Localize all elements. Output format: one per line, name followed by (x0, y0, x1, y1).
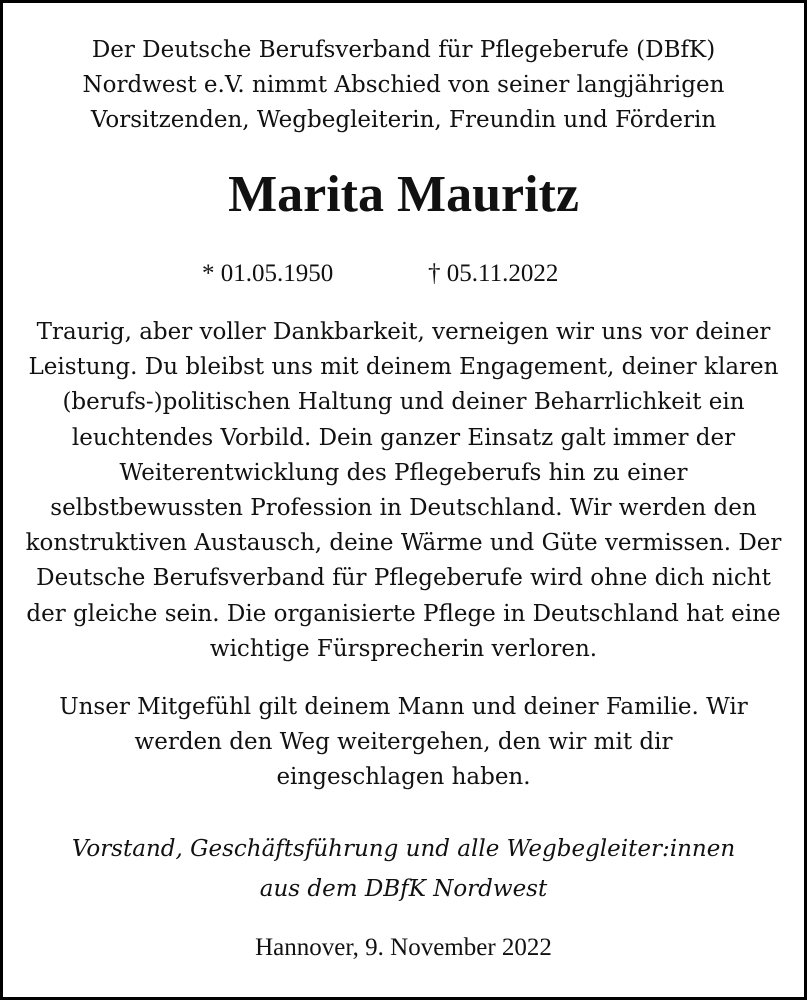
condolence-line: werden den Weg weitergehen, den wir mit dir (134, 729, 673, 756)
tribute-line: selbstbewussten Profession in Deutschland. Wir werden den (50, 495, 757, 522)
tribute-line: leuchtendes Vorbild. Dein ganzer Einsatz galt immer der (71, 424, 736, 451)
birth-date: * 01.05.1950 (202, 260, 334, 287)
intro-line: Vorsitzenden, Wegbegleiterin, Freundin und Förderin (90, 107, 717, 133)
condolence-line: Unser Mitgefühl gilt deinem Mann und deiner Familie. Wir (59, 694, 748, 720)
tribute-line: (berufs-)politischen Haltung und deiner Beharrlichkeit ein (62, 389, 745, 416)
place-and-date: Hannover, 9. November 2022 (255, 934, 552, 961)
tribute-line: Leistung. Du bleibst uns mit deinem Engagement, deiner klaren (28, 354, 779, 381)
death-date: † 05.11.2022 (428, 260, 559, 287)
tribute-line: Deutsche Berufsverband für Pflegeberufe wird ohne dich nicht (36, 565, 771, 592)
tribute-line: der gleiche sein. Die organisierte Pflege in Deutschland hat eine (26, 600, 781, 627)
signature-line: aus dem DBfK Nordwest (259, 876, 548, 902)
tribute-paragraph (3, 315, 804, 667)
tribute-line: Traurig, aber voller Dankbarkeit, verneigen wir uns vor deiner (36, 319, 771, 345)
deceased-name: Marita Mauritz (228, 166, 579, 223)
condolence-paragraph (3, 690, 804, 796)
tribute-line: konstruktiven Austausch, deine Wärme und Güte vermissen. Der (25, 530, 782, 557)
signature-block (3, 829, 804, 909)
tribute-line: wichtige Fürsprecherin verloren. (209, 635, 598, 662)
condolence-line: eingeschlagen haben. (276, 764, 531, 791)
intro-line: Der Deutsche Berufsverband für Pflegeberufe (DBfK) (91, 37, 716, 63)
intro-line: Nordwest e.V. nimmt Abschied von seiner langjährigen (82, 72, 725, 98)
signature-line: Vorstand, Geschäftsführung und alle Wegbegleiter:innen (71, 836, 736, 862)
intro-text (3, 33, 804, 138)
tribute-line: Weiterentwicklung des Pflegeberufs hin zu einer (119, 459, 688, 486)
